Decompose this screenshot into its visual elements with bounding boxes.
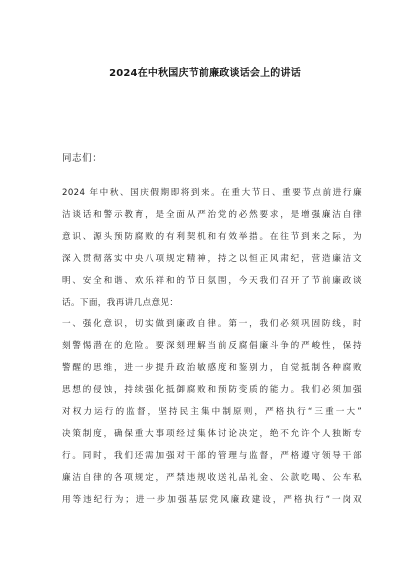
paragraph-line: 深入贯彻落实中央八项规定精神，持之以恒正风肃纪，营造廉洁文 — [62, 254, 362, 264]
salutation: 同志们： — [62, 153, 103, 164]
paragraph-line: 用等违纪行为；进一步加强基层党风廉政建设，严格执行“一岗双 — [62, 495, 362, 505]
paragraph-line: 2024 年中秋、国庆假期即将到来。在重大节日、重要节点前进行廉 — [62, 188, 362, 198]
paragraph-line: 刻警惕潜在的危险。要深刻理解当前反腐倡廉斗争的严峻性，保持 — [62, 341, 362, 351]
paragraph-line: 明、安全和谐、欢乐祥和的节日氛围，今天我们召开了节前廉政谈 — [62, 276, 362, 286]
paragraph-line: 对权力运行的监督，坚持民主集中制原则，严格执行“三重一大” — [62, 407, 362, 417]
paragraph-section-one — [62, 313, 362, 511]
document-title: 2024在中秋国庆节前廉政谈话会上的讲话 — [109, 68, 301, 79]
paragraph-line: 廉洁自律的各项规定，严禁违规收送礼品礼金、公款吃喝、公车私 — [62, 473, 362, 483]
paragraph-line: 一、强化意识，切实做到廉政自律。第一，我们必须巩固防线，时 — [62, 319, 362, 329]
paragraph-line: 行。同时，我们还需加强对干部的管理与监督，严格遵守领导干部 — [62, 451, 362, 461]
paragraph-line: 思想的侵蚀，持续强化抵御腐败和预防变质的能力。我们必须加强 — [62, 385, 362, 395]
paragraph-line: 决策制度，确保重大事项经过集体讨论决定，绝不允许个人独断专 — [62, 429, 362, 439]
paragraph-line: 洁谈话和警示教育，是全面从严治党的必然要求，是增强廉洁自律 — [62, 210, 362, 220]
paragraph-line: 意识、源头预防腐败的有利契机和有效举措。在往节到来之际，为 — [62, 232, 362, 242]
paragraph-line: 警醒的思维，进一步提升政治敏感度和鉴别力，自觉抵制各种腐败 — [62, 363, 362, 373]
paragraph-intro — [62, 182, 362, 314]
paragraph-line: 话。下面，我再讲几点意见： — [62, 298, 179, 308]
